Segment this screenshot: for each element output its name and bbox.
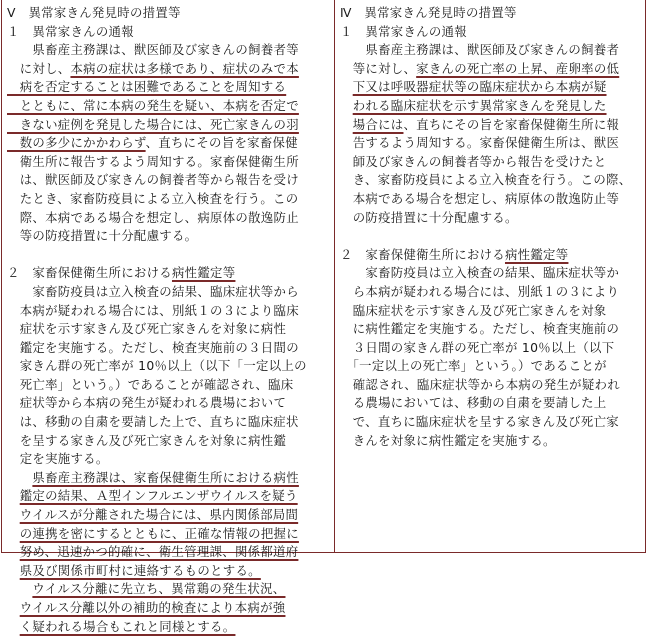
text-segment: 家畜防疫員は立入検査の結果、臨床症状等から bbox=[7, 283, 299, 299]
text-segment: 家きん群の死亡率が 10％以上（以下「一定以上の bbox=[7, 358, 307, 374]
text-line bbox=[7, 469, 329, 488]
right-sec1-body bbox=[340, 41, 644, 227]
text-segment bbox=[7, 600, 20, 615]
underlined-text: 病を否定することは困難であることを周知する bbox=[7, 79, 287, 95]
text-segment bbox=[7, 619, 20, 634]
text-segment: 師及び家きんの飼養者等から報告を受けたと bbox=[340, 153, 607, 169]
text-segment: 「一定以上の死亡率」という。）であることが bbox=[340, 358, 607, 374]
text-line bbox=[7, 580, 329, 599]
underlined-text: 家きんの死亡率の上昇、産卵率の低 bbox=[416, 60, 620, 76]
text-segment: 県畜産主務課は、獣医師及び家きんの飼養者等 bbox=[7, 42, 299, 58]
text-line bbox=[340, 302, 644, 321]
right-sec2-title-text: ２ 家畜保健衛生所における bbox=[340, 246, 505, 262]
text-segment: の防疫措置に十分配慮する。 bbox=[340, 209, 518, 225]
text-segment: 等に対し、 bbox=[340, 60, 417, 76]
text-line bbox=[340, 376, 644, 395]
text-segment: に対し、 bbox=[7, 60, 71, 76]
text-line bbox=[7, 302, 329, 321]
text-line bbox=[340, 190, 644, 209]
text-line bbox=[340, 209, 644, 228]
text-segment: で、直ちに臨床症状を呈する家きん及び死亡家 bbox=[340, 414, 619, 430]
text-line bbox=[340, 283, 644, 302]
underlined-text: く疑われる場合もこれと同様とする。 bbox=[19, 618, 236, 634]
column-divider bbox=[334, 0, 335, 553]
text-segment: き、家畜防疫員による立入検査を行う。この際、 bbox=[340, 172, 632, 188]
text-line bbox=[340, 97, 644, 116]
revised-column bbox=[7, 4, 329, 636]
left-sec2-title bbox=[7, 264, 329, 283]
text-line bbox=[7, 562, 329, 581]
text-line bbox=[7, 153, 329, 172]
text-line bbox=[340, 357, 644, 376]
text-line bbox=[7, 376, 329, 395]
underlined-text: 下又は呼吸器症状等の臨床症状から本病が疑 bbox=[352, 79, 607, 95]
text-line bbox=[7, 209, 329, 228]
underlined-text: 鑑定の結果、Ａ型インフルエンザウイルスを疑う bbox=[19, 488, 298, 504]
text-line bbox=[7, 97, 329, 116]
text-line bbox=[340, 264, 644, 283]
text-line bbox=[7, 134, 329, 153]
text-segment: 鑑定を実施する。ただし、検査実施前の３日間の bbox=[7, 339, 299, 355]
text-segment bbox=[7, 488, 20, 503]
spacer bbox=[340, 227, 644, 246]
text-line bbox=[340, 171, 644, 190]
text-line bbox=[7, 41, 329, 60]
text-line bbox=[7, 283, 329, 302]
text-line bbox=[340, 432, 644, 451]
text-segment: る農場においては、移動の自粛を要請した上 bbox=[340, 395, 607, 411]
text-line bbox=[7, 320, 329, 339]
right-sec2-body bbox=[340, 264, 644, 450]
text-line bbox=[340, 413, 644, 432]
text-segment: 定を実施する。 bbox=[7, 451, 109, 467]
text-line bbox=[7, 171, 329, 190]
text-segment: 死亡率」という。）であることが確認され、臨床 bbox=[7, 376, 294, 392]
current-column bbox=[340, 4, 644, 450]
spacer bbox=[7, 246, 329, 265]
text-line bbox=[340, 394, 644, 413]
text-segment: たとき、家畜防疫員による立入検査を行う。この bbox=[7, 190, 299, 206]
text-line bbox=[340, 78, 644, 97]
text-segment: 、直ちにその旨を家畜保健衛生所に報 bbox=[403, 116, 620, 132]
text-segment: 告するよう周知する。家畜保健衛生所は、獣医 bbox=[340, 135, 620, 151]
text-segment bbox=[7, 526, 20, 541]
underlined-text: とともに、常に本病の発生を疑い、本病を否定で bbox=[7, 97, 299, 113]
text-line bbox=[7, 116, 329, 135]
underlined-text: ウイルス分離に先立ち、異常鶏の発生状況、 bbox=[32, 581, 286, 597]
text-line bbox=[7, 190, 329, 209]
text-line bbox=[7, 357, 329, 376]
text-line bbox=[340, 116, 644, 135]
left-sec1-title: １ 異常家きんの通報 bbox=[7, 23, 134, 39]
text-line bbox=[7, 525, 329, 544]
text-segment: 本病である場合を想定し、病原体の散逸防止等 bbox=[340, 190, 620, 206]
text-line bbox=[340, 60, 644, 79]
text-segment: は、獣医師及び家きんの飼養者等から報告を受け bbox=[7, 172, 299, 188]
underlined-text: 県及び関係市町村に連絡するものとする。 bbox=[19, 562, 261, 578]
underlined-text: 努め、迅速かつ的確に、衛生管理課、関係都道府 bbox=[19, 544, 299, 560]
text-line bbox=[340, 320, 644, 339]
text-line bbox=[340, 134, 644, 153]
underlined-text: ウイルス分離以外の補助的検査により本病が強 bbox=[19, 600, 286, 615]
text-segment bbox=[340, 98, 353, 113]
text-segment: 症状等から本病の発生が疑われる農場において bbox=[7, 395, 287, 411]
text-segment: 際、本病である場合を想定し、病原体の散逸防止 bbox=[7, 209, 299, 225]
text-line bbox=[340, 339, 644, 358]
text-line bbox=[7, 618, 329, 636]
text-segment: 衛生所に報告するよう周知する。家畜保健衛生所 bbox=[7, 153, 299, 169]
text-segment bbox=[7, 470, 32, 485]
text-segment: 県畜産主務課は、獣医師及び家きんの飼養者 bbox=[340, 42, 620, 58]
underlined-text: 本病の症状は多様であり、症状のみで本 bbox=[70, 60, 299, 76]
text-segment: ら本病が疑われる場合には、別紙１の３により bbox=[340, 283, 620, 299]
left-heading: Ⅴ 異常家きん発見時の措置等 bbox=[7, 5, 181, 20]
underlined-text: 県畜産主務課は、家畜保健衛生所における病性 bbox=[32, 469, 299, 485]
text-segment: 、直ちにその旨を家畜保健 bbox=[145, 135, 298, 151]
text-segment: 家畜防疫員は立入検査の結果、臨床症状等か bbox=[340, 265, 620, 281]
text-segment bbox=[7, 581, 32, 596]
underlined-text: ウイルスが分離された場合には、県内関係部局間 bbox=[19, 507, 299, 523]
text-segment: 等の防疫措置に十分配慮する。 bbox=[7, 228, 198, 244]
underlined-text: われる臨床症状を示す異常家きんを発見した bbox=[352, 97, 607, 113]
underlined-text: 数の多少にかかわらず bbox=[7, 135, 146, 151]
text-line bbox=[7, 543, 329, 562]
text-segment: ３日間の家きん群の死亡率が 10％以上（以下 bbox=[340, 339, 615, 355]
text-segment: 臨床症状を示す家きん及び死亡家きんを対象 bbox=[340, 302, 607, 318]
text-line bbox=[7, 506, 329, 525]
underlined-text: きない症例を発見した場合には、死亡家きんの羽 bbox=[7, 116, 299, 132]
text-segment: 本病が疑われる場合には、別紙１の３により臨床 bbox=[7, 302, 299, 318]
text-line bbox=[7, 487, 329, 506]
text-segment: を呈する家きん及び死亡家きんを対象に病性鑑 bbox=[7, 432, 287, 448]
text-line bbox=[7, 413, 329, 432]
text-line bbox=[7, 599, 329, 618]
text-line bbox=[7, 450, 329, 469]
text-line bbox=[7, 78, 329, 97]
left-sec2-body bbox=[7, 283, 329, 636]
text-segment: に病性鑑定を実施する。ただし、検査実施前の bbox=[340, 321, 620, 337]
right-sec1-title: １ 異常家きんの通報 bbox=[340, 23, 467, 39]
left-sec2-title-underlined: 病性鑑定等 bbox=[171, 265, 236, 281]
text-segment: 確認され、臨床症状等から本病の発生が疑われ bbox=[340, 376, 620, 392]
underlined-text: の連携を密にするとともに、正確な情報の把握に bbox=[19, 525, 299, 541]
text-line bbox=[340, 41, 644, 60]
text-line bbox=[340, 153, 644, 172]
text-segment bbox=[7, 507, 20, 522]
text-line bbox=[7, 339, 329, 358]
text-segment bbox=[7, 544, 20, 559]
text-segment bbox=[7, 563, 20, 578]
right-sec2-title bbox=[340, 246, 644, 265]
left-sec2-title-text: ２ 家畜保健衛生所における bbox=[7, 265, 172, 281]
text-line bbox=[7, 432, 329, 451]
text-line bbox=[7, 227, 329, 246]
text-segment: きんを対象に病性鑑定を実施する。 bbox=[340, 432, 556, 448]
text-segment bbox=[340, 117, 353, 132]
underlined-text: 場合には bbox=[352, 116, 404, 132]
right-sec2-title-underlined: 病性鑑定等 bbox=[504, 246, 569, 262]
right-heading: Ⅳ 異常家きん発見時の措置等 bbox=[340, 5, 517, 20]
text-segment: は、移動の自粛を要請した上で、直ちに臨床症状 bbox=[7, 414, 299, 430]
text-segment: 症状を示す家きん及び死亡家きんを対象に病性 bbox=[7, 321, 287, 337]
text-line bbox=[7, 394, 329, 413]
text-segment bbox=[340, 79, 353, 94]
text-line bbox=[7, 60, 329, 79]
left-sec1-body bbox=[7, 41, 329, 246]
